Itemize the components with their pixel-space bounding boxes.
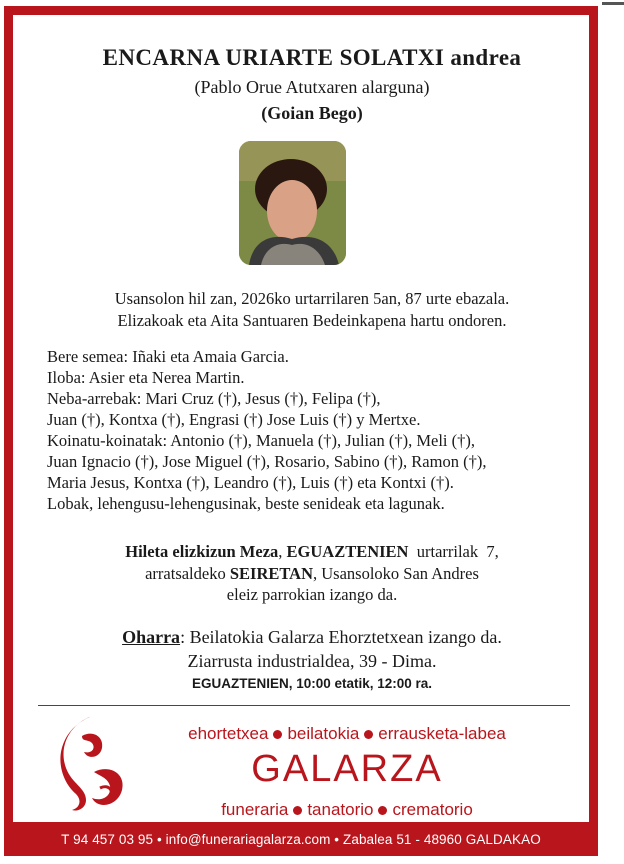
service-item: crematorio	[392, 800, 473, 819]
family-line: Bere semea: Iñaki eta Amaia Garcia.	[47, 347, 289, 366]
goian-bego: (Goian Bego)	[261, 103, 363, 123]
funeral-line-1	[0, 541, 624, 563]
funeral-sep: ,	[278, 542, 287, 561]
service-item: funeraria	[221, 800, 289, 819]
death-announcement	[0, 288, 624, 332]
family-list	[47, 346, 567, 514]
funeral-line-2	[0, 563, 624, 585]
service-item: beilatokia	[287, 724, 360, 743]
divider	[38, 705, 570, 706]
intro-line-2: Elizakoak eta Aita Santuaren Bedeinkapena hartu ondoren.	[117, 311, 507, 330]
family-line: Iloba: Asier eta Nerea Martin.	[47, 368, 245, 387]
deceased-name: ENCARNA URIARTE SOLATXI andrea	[102, 45, 522, 70]
wake-hours: EGUAZTENIEN, 10:00 etatik, 12:00 ra.	[191, 676, 433, 691]
wake-note	[0, 625, 624, 673]
funeral-info	[0, 541, 624, 606]
mass-label: Hileta elizkizun Meza	[125, 542, 279, 561]
family-line: Juan Ignacio (†), Jose Miguel (†), Rosario, Sabino (†), Ramon (†),	[47, 452, 487, 471]
contact-footer: T 94 457 03 95 • info@funerariagalarza.com • Zabalea 51 - 48960 GALDAKAO	[4, 822, 598, 856]
note-label: Oharra	[122, 627, 181, 647]
family-line: Neba-arrebak: Mari Cruz (†), Jesus (†), Felipa (†),	[47, 389, 381, 408]
galarza-logo-icon	[52, 712, 132, 814]
widow-of-line: (Pablo Orue Atutxaren alarguna)	[194, 77, 430, 97]
services-spanish	[142, 800, 552, 820]
funeral-date: urtarrilak 7,	[408, 542, 499, 561]
service-item: errausketa-labea	[378, 724, 506, 743]
family-line: Lobak, lehengusu-lehengusinak, beste senideak eta lagunak.	[47, 494, 445, 513]
bullet-dot-icon	[364, 730, 373, 739]
intro-line-1: Usansolon hil zan, 2026ko urtarrilaren 5an, 87 urte ebazala.	[114, 289, 510, 308]
note-line-2: Ziarrusta industrialdea, 39 - Dima.	[187, 651, 437, 671]
funeral-place: , Usansoloko San Andres	[312, 563, 479, 583]
funeral-day: EGUAZTENIEN	[286, 542, 409, 561]
scan-edge-mark	[602, 2, 624, 5]
funeral-time: SEIRETAN	[229, 563, 313, 583]
bullet-dot-icon	[273, 730, 282, 739]
bullet-dot-icon	[378, 806, 387, 815]
note-line-1	[0, 625, 624, 649]
family-line: Maria Jesus, Kontxa (†), Leandro (†), Luis (†) eta Kontxi (†).	[47, 473, 454, 492]
funeral-time-pre: arratsaldeko	[145, 563, 230, 583]
portrait-photo	[239, 141, 346, 265]
family-line: Juan (†), Kontxa (†), Engrasi (†) Jose Luis (†) y Mertxe.	[47, 410, 421, 429]
family-line: Koinatu-koinatak: Antonio (†), Manuela (†), Julian (†), Meli (†),	[47, 431, 475, 450]
brand-name: GALARZA	[251, 748, 443, 790]
service-item: ehortetxea	[188, 724, 269, 743]
bullet-dot-icon	[293, 806, 302, 815]
service-item: tanatorio	[307, 800, 374, 819]
funeral-line-3: eleiz parrokian izango da.	[226, 585, 398, 604]
note-text: : Beilatokia Galarza Ehorztetxean izango da.	[180, 627, 502, 647]
services-basque	[142, 724, 552, 744]
